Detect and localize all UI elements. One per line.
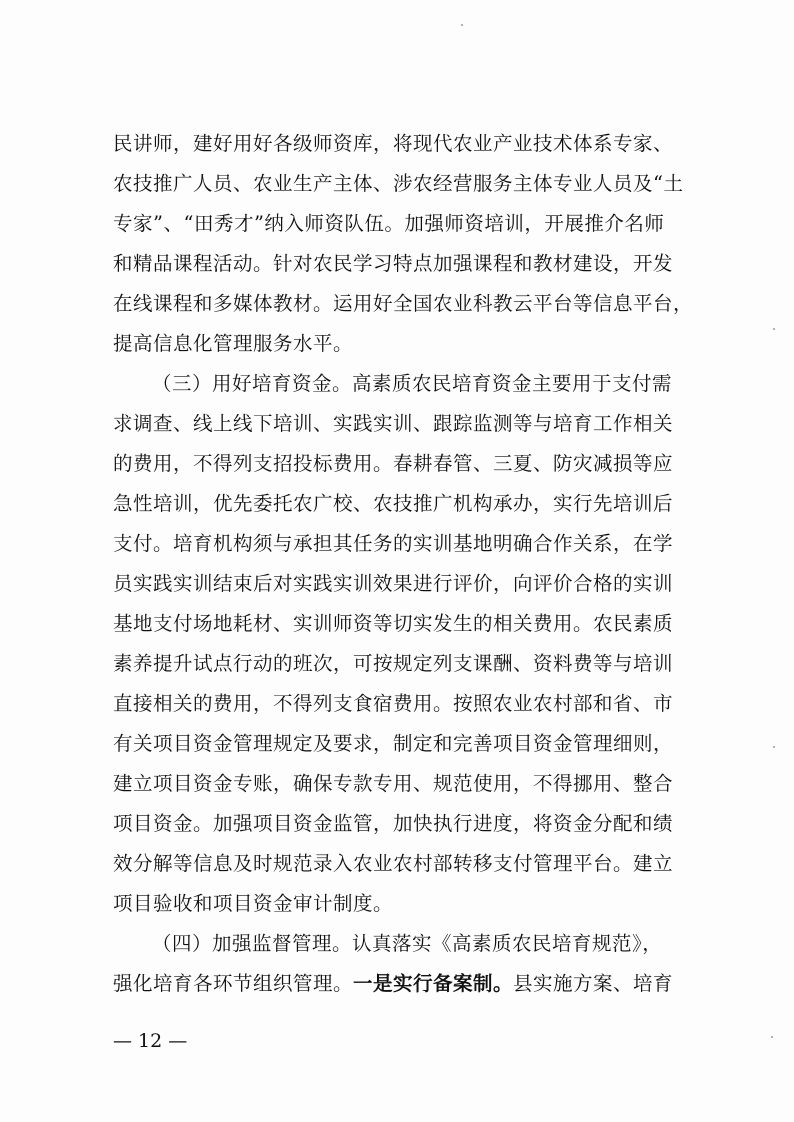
text-line-18: 项目资金。加强项目资金监管，加快执行进度，将资金分配和绩 — [113, 812, 674, 835]
text-line-5: 在线课程和多媒体教材。运用好全国农业科教云平台等信息平台， — [113, 292, 694, 315]
text-line-8: 求调查、线上线下培训、实践实训、跟踪监测等与培育工作相关 — [113, 412, 674, 435]
filing-system-emphasis: 一是实行备案制。 — [353, 972, 514, 995]
text-line-2: 农技推广人员、农业生产主体、涉农经营服务主体专业人员及“土 — [113, 172, 684, 195]
text-line-19: 效分解等信息及时规范录入农业农村部转移支付管理平台。建立 — [113, 852, 674, 875]
text-line-12: 员实践实训结束后对实践实训效果进行评价，向评价合格的实训 — [113, 572, 674, 595]
text-line-17: 建立项目资金专账，确保专款专用、规范使用，不得挪用、整合 — [113, 772, 674, 795]
text-line-3: 专家”、“田秀才”纳入师资队伍。加强师资培训，开展推介名师 — [113, 212, 665, 235]
section-four-heading-line: （四）加强监督管理。认真落实《高素质农民培育规范》， — [152, 932, 663, 955]
text-line-20: 项目验收和项目资金审计制度。 — [113, 892, 394, 915]
text-line-11: 支付。培育机构须与承担其任务的实训基地明确合作关系，在学 — [113, 532, 674, 555]
scan-speck — [461, 24, 463, 26]
text-line-14: 素养提升试点行动的班次，可按规定列支课酬、资料费等与培训 — [113, 652, 674, 675]
text-line-10: 急性培训，优先委托农广校、农技推广机构承办，实行先培训后 — [113, 492, 674, 515]
text-line-15: 直接相关的费用，不得列支食宿费用。按照农业农村部和省、市 — [113, 692, 674, 715]
text-line-4: 和精品课程活动。针对农民学习特点加强课程和教材建设，开发 — [113, 252, 674, 275]
text-line-16: 有关项目资金管理规定及要求，制定和完善项目资金管理细则， — [113, 732, 674, 755]
last-line-end: 县实施方案、培育 — [513, 972, 674, 995]
text-line-1: 民讲师，建好用好各级师资库，将现代农业产业技术体系专家、 — [113, 132, 674, 155]
text-line-13: 基地支付场地耗材、实训师资等切实发生的相关费用。农民素质 — [113, 612, 674, 635]
text-line-6: 提高信息化管理服务水平。 — [113, 332, 354, 355]
last-line-start: 强化培育各环节组织管理。 — [113, 972, 354, 995]
body-text — [113, 124, 693, 1004]
section-three-heading-line: （三）用好培育资金。高素质农民培育资金主要用于支付需 — [152, 372, 673, 395]
scan-speck — [771, 1036, 773, 1038]
page-number: — 12 — — [113, 1030, 188, 1052]
scan-speck — [773, 328, 775, 330]
text-line-9: 的费用，不得列支招投标费用。春耕春管、三夏、防灾减损等应 — [113, 452, 674, 475]
scan-speck — [773, 746, 775, 748]
text-line-22 — [113, 964, 693, 1004]
